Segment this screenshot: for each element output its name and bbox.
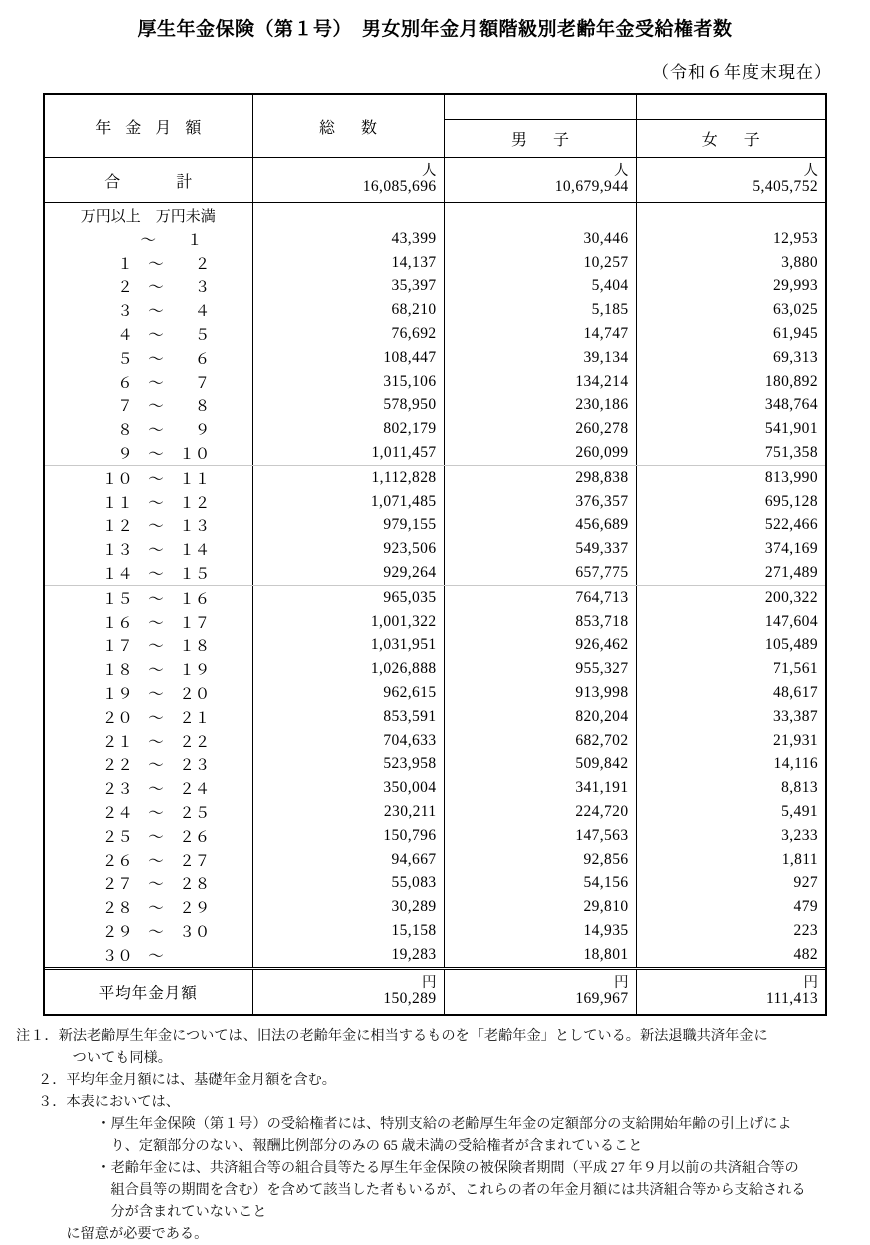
- header-female-cell: [636, 95, 825, 158]
- row-male: 298,838: [444, 465, 636, 489]
- average-total: [252, 968, 444, 1014]
- row-male: 820,204: [444, 705, 636, 729]
- row-range-label: ２３ 〜 ２４: [86, 781, 211, 799]
- row-range-label: １７ 〜 １８: [86, 638, 211, 656]
- row-total: 853,591: [252, 705, 444, 729]
- row-female: 12,953: [636, 227, 825, 251]
- footnote-2: [16, 1069, 856, 1091]
- row-male: 92,856: [444, 848, 636, 872]
- row-total: 15,158: [252, 919, 444, 943]
- row-total: 76,692: [252, 322, 444, 346]
- row-range-label: ２２ 〜 ２３: [86, 757, 211, 775]
- table-row: [45, 824, 825, 848]
- row-total: 802,179: [252, 417, 444, 441]
- row-female: 21,931: [636, 729, 825, 753]
- row-female: 5,491: [636, 800, 825, 824]
- table-row: [45, 394, 825, 418]
- row-total: 1,026,888: [252, 657, 444, 681]
- row-range-label: ３ 〜 ４: [86, 303, 211, 321]
- row-total: 962,615: [252, 681, 444, 705]
- row-male: 5,404: [444, 275, 636, 299]
- pension-distribution-table: [45, 95, 825, 1014]
- row-range-label: ２８ 〜 ２９: [86, 900, 211, 918]
- value: 16,085,696: [362, 178, 437, 196]
- grand-total-male: [444, 158, 636, 203]
- row-female: 479: [636, 895, 825, 919]
- row-male: 260,099: [444, 441, 636, 465]
- table-row: [45, 275, 825, 299]
- average-female: [636, 968, 825, 1014]
- row-total: 1,011,457: [252, 441, 444, 465]
- table-row: [45, 227, 825, 251]
- row-range-label: １１ 〜 １２: [86, 494, 211, 512]
- table-row: [45, 919, 825, 943]
- footnote-3-line-1: 本表においては、: [66, 1093, 180, 1110]
- value: 111,413: [765, 990, 818, 1008]
- row-female: 3,233: [636, 824, 825, 848]
- value: 169,967: [575, 990, 629, 1008]
- row-range-label: ６ 〜 ７: [86, 374, 211, 392]
- row-female: 29,993: [636, 275, 825, 299]
- row-female: 33,387: [636, 705, 825, 729]
- row-female: 927: [636, 872, 825, 896]
- row-range-label: 〜 １: [93, 231, 203, 249]
- row-male: 14,935: [444, 919, 636, 943]
- header-male: 男 子: [445, 119, 636, 157]
- row-total: 1,112,828: [252, 465, 444, 489]
- header-female: 女 子: [637, 119, 826, 157]
- footnote-1-body: [59, 1025, 856, 1069]
- unit-yen: 円: [614, 974, 629, 991]
- table-row: [45, 610, 825, 634]
- row-total: 523,958: [252, 753, 444, 777]
- row-female: 63,025: [636, 298, 825, 322]
- as-of-date: （令和６年度末現在）: [652, 63, 832, 82]
- row-range-label: １４ 〜 １５: [45, 561, 252, 585]
- row-range-label: ２５ 〜 ２６: [86, 828, 211, 846]
- row-range-label: ７ 〜 ８: [86, 398, 211, 416]
- bracket-caption-row: [45, 203, 825, 228]
- row-male: 955,327: [444, 657, 636, 681]
- row-range-label: １８ 〜 １９: [86, 662, 211, 680]
- row-female: 695,128: [636, 490, 825, 514]
- footnote-2-body: 平均年金月額には、基礎年金月額を含む。: [66, 1071, 336, 1088]
- row-male: 224,720: [444, 800, 636, 824]
- table-row: [45, 346, 825, 370]
- row-range-label: １５ 〜 １６: [86, 590, 211, 608]
- row-total: 55,083: [252, 872, 444, 896]
- row-female: 14,116: [636, 753, 825, 777]
- table-row: [45, 417, 825, 441]
- row-total: 1,031,951: [252, 634, 444, 658]
- row-male: 14,747: [444, 322, 636, 346]
- header-pension-monthly-amount: 年 金 月 額: [95, 119, 207, 137]
- unit-person: 人: [422, 162, 437, 179]
- row-female: 271,489: [636, 561, 825, 585]
- footnote-3-marker: ３．: [38, 1093, 67, 1110]
- row-total: 1,001,322: [252, 610, 444, 634]
- row-male: 509,842: [444, 753, 636, 777]
- row-range-label: ４ 〜 ５: [86, 327, 211, 345]
- row-total: 578,950: [252, 394, 444, 418]
- value: 150,289: [383, 990, 437, 1008]
- table-row: [45, 705, 825, 729]
- row-female: 61,945: [636, 322, 825, 346]
- average-section: [45, 968, 825, 1014]
- table-row: [45, 251, 825, 275]
- row-range-label: ２０ 〜 ２１: [86, 709, 211, 727]
- row-range-label: １６ 〜 １７: [86, 614, 211, 632]
- row-male: 341,191: [444, 776, 636, 800]
- average-male: [444, 968, 636, 1014]
- row-male: 926,462: [444, 634, 636, 658]
- row-female: 813,990: [636, 465, 825, 489]
- row-male: 5,185: [444, 298, 636, 322]
- table-row: [45, 441, 825, 465]
- footnote-3: [16, 1091, 856, 1245]
- footnote-3-bullet-2-line-2: 組合員等の期間を含む）を含めて該当した者もいるが、これらの者の年金月額には共済組合等から支給される: [110, 1181, 806, 1198]
- footnote-3-body: [66, 1091, 856, 1245]
- table-row: [45, 753, 825, 777]
- grand-total-row: [45, 158, 825, 203]
- header-spacer: [445, 95, 636, 119]
- row-total: 43,399: [252, 227, 444, 251]
- row-total: 35,397: [252, 275, 444, 299]
- footnote-3-bullet-2-line-1: ・老齢年金には、共済組合等の組合員等たる厚生年金保険の被保険者期間（平成 27 年９月以前の共済組合等の: [96, 1159, 799, 1176]
- row-range-label: ９ 〜 １０: [45, 441, 252, 465]
- average-row: [45, 968, 825, 1014]
- row-range-label: ２６ 〜 ２７: [86, 852, 211, 870]
- row-female: 1,811: [636, 848, 825, 872]
- row-total: 315,106: [252, 370, 444, 394]
- footnote-3-tail: に留意が必要である。: [66, 1225, 209, 1242]
- row-female: 522,466: [636, 514, 825, 538]
- row-total: 965,035: [252, 585, 444, 609]
- value: 5,405,752: [752, 178, 818, 196]
- table-row: [45, 561, 825, 585]
- row-total: 14,137: [252, 251, 444, 275]
- page-title: 厚生年金保険（第１号） 男女別年金月額階級別老齢年金受給権者数: [137, 18, 733, 40]
- unit-person: 人: [803, 162, 818, 179]
- footnote-3-bullet-1-line-1: ・厚生年金保険（第１号）の受給権者には、特別支給の老齢厚生年金の定額部分の支給開始年齢の引上げによ: [96, 1115, 792, 1132]
- row-total: 929,264: [252, 561, 444, 585]
- statistics-table-container: [43, 93, 827, 1016]
- row-male: 260,278: [444, 417, 636, 441]
- row-range-label: １０ 〜 １１: [86, 470, 211, 488]
- row-range-label: ２９ 〜 ３０: [86, 924, 211, 941]
- row-male: 376,357: [444, 490, 636, 514]
- table-row: [45, 585, 825, 609]
- table-row: [45, 943, 825, 968]
- table-row: [45, 465, 825, 489]
- row-range-label: ８ 〜 ９: [86, 422, 211, 440]
- table-row: [45, 322, 825, 346]
- table-header-row: [45, 95, 825, 158]
- table-row: [45, 490, 825, 514]
- row-total: 150,796: [252, 824, 444, 848]
- row-range-label: １２ 〜 １３: [86, 518, 211, 536]
- row-total: 94,667: [252, 848, 444, 872]
- row-male: 853,718: [444, 610, 636, 634]
- bracket-caption-filler: [636, 203, 825, 228]
- row-total: 704,633: [252, 729, 444, 753]
- footnote-2-marker: ２．: [38, 1071, 67, 1088]
- row-male: 29,810: [444, 895, 636, 919]
- average-label: 平均年金月額: [45, 968, 252, 1014]
- row-total: 350,004: [252, 776, 444, 800]
- row-total: 19,283: [252, 943, 444, 968]
- bracket-caption-filler: [252, 203, 444, 228]
- row-female: 71,561: [636, 657, 825, 681]
- table-row: [45, 657, 825, 681]
- row-female: 105,489: [636, 634, 825, 658]
- row-female: 541,901: [636, 417, 825, 441]
- row-male: 30,446: [444, 227, 636, 251]
- row-male: 657,775: [444, 561, 636, 585]
- header-spacer: [637, 95, 826, 119]
- row-female: 8,813: [636, 776, 825, 800]
- row-female: 348,764: [636, 394, 825, 418]
- row-male: 230,186: [444, 394, 636, 418]
- footnote-1-marker: 注１．: [16, 1027, 59, 1044]
- row-range-label: ２１ 〜 ２２: [86, 733, 211, 751]
- footnote-1-line-2: ついても同様。: [72, 1049, 172, 1066]
- row-male: 54,156: [444, 872, 636, 896]
- row-male: 549,337: [444, 537, 636, 561]
- table-row: [45, 800, 825, 824]
- row-total: 979,155: [252, 514, 444, 538]
- header-total: 総 数: [252, 95, 444, 158]
- row-female: 69,313: [636, 346, 825, 370]
- row-female: 200,322: [636, 585, 825, 609]
- table-body: [45, 95, 825, 227]
- row-total: 30,289: [252, 895, 444, 919]
- table-row: [45, 537, 825, 561]
- grand-total-female: [636, 158, 825, 203]
- row-range-label: １９ 〜 ２０: [86, 686, 211, 704]
- table-row: [45, 634, 825, 658]
- row-male: 134,214: [444, 370, 636, 394]
- row-male: 39,134: [444, 346, 636, 370]
- row-range-label: ２７ 〜 ２８: [86, 876, 211, 894]
- row-female: 180,892: [636, 370, 825, 394]
- unit-yen: 円: [422, 974, 437, 991]
- bracket-caption-filler: [444, 203, 636, 228]
- footnote-1: [16, 1025, 856, 1069]
- row-range-label: ３０ 〜: [86, 947, 211, 965]
- table-row: [45, 729, 825, 753]
- row-female: 147,604: [636, 610, 825, 634]
- bracket-caption: 万円以上 万円未満: [45, 203, 252, 228]
- row-range-label: ２ 〜 ３: [86, 279, 211, 297]
- row-male: 913,998: [444, 681, 636, 705]
- footnote-1-line-1: 新法老齢厚生年金については、旧法の老齢年金に相当するものを「老齢年金」としている。新法退職共済年金に: [58, 1027, 768, 1044]
- row-range-label: ５ 〜 ６: [86, 350, 211, 368]
- value: 10,679,944: [554, 178, 629, 196]
- row-male: 764,713: [444, 585, 636, 609]
- table-row: [45, 872, 825, 896]
- unit-yen: 円: [803, 974, 818, 991]
- table-row: [45, 370, 825, 394]
- unit-person: 人: [614, 162, 629, 179]
- row-total: 108,447: [252, 346, 444, 370]
- row-male: 18,801: [444, 943, 636, 968]
- grand-total-label: 合 計: [45, 158, 252, 203]
- row-female: 48,617: [636, 681, 825, 705]
- row-total: 230,211: [252, 800, 444, 824]
- row-range-label: ２４ 〜 ２５: [86, 805, 211, 823]
- row-range-label: １３ 〜 １４: [86, 542, 211, 560]
- footnote-3-bullet-1-line-2: り、定額部分のない、報酬比例部分のみの 65 歳未満の受給権者が含まれていること: [110, 1137, 643, 1154]
- row-female: 223: [636, 919, 825, 943]
- row-female: 3,880: [636, 251, 825, 275]
- table-row: [45, 298, 825, 322]
- row-male: 456,689: [444, 514, 636, 538]
- row-female: 751,358: [636, 441, 825, 465]
- footnotes: [0, 1025, 870, 1245]
- row-female: 374,169: [636, 537, 825, 561]
- row-male: 10,257: [444, 251, 636, 275]
- footnote-3-bullet-2-line-3: 分が含まれていないこと: [110, 1203, 267, 1220]
- row-female: 482: [636, 943, 825, 968]
- row-total: 1,071,485: [252, 490, 444, 514]
- row-total: 68,210: [252, 298, 444, 322]
- row-total: 923,506: [252, 537, 444, 561]
- header-male-cell: [444, 95, 636, 158]
- grand-total-total: [252, 158, 444, 203]
- table-row: [45, 514, 825, 538]
- row-range-label: １ 〜 ２: [86, 255, 211, 273]
- table-row: [45, 895, 825, 919]
- table-row: [45, 848, 825, 872]
- row-male: 682,702: [444, 729, 636, 753]
- table-row: [45, 776, 825, 800]
- table-row: [45, 681, 825, 705]
- row-male: 147,563: [444, 824, 636, 848]
- data-rows: [45, 227, 825, 968]
